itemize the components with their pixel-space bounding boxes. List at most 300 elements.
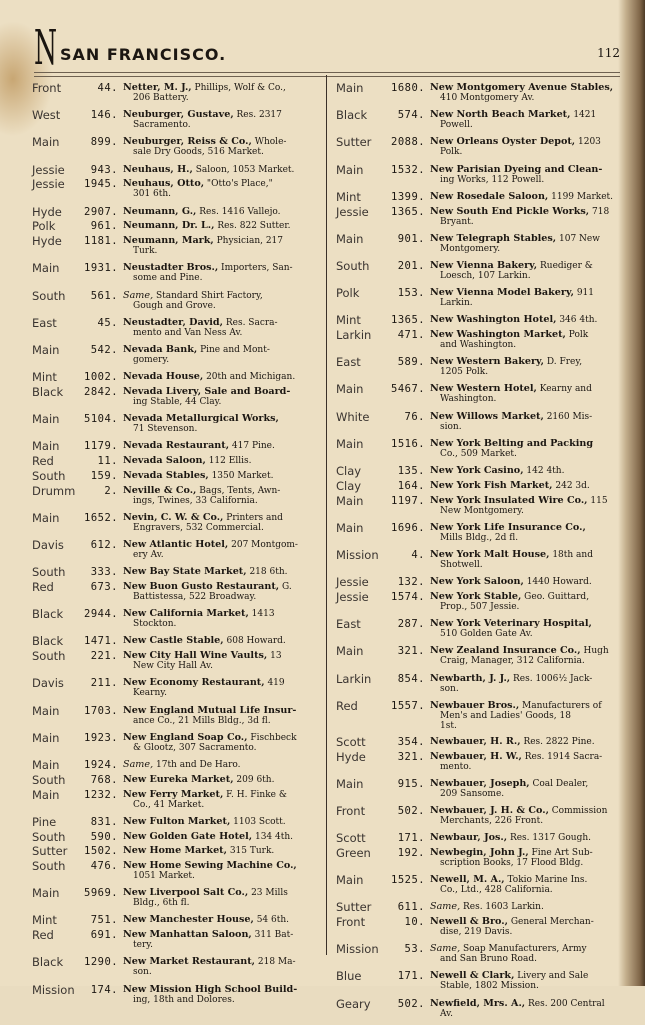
subscriber-name: New Vienna Model Bakery,	[430, 287, 574, 299]
subscriber-name: Nevada Saloon,	[123, 455, 206, 467]
address-continuation: Engravers, 532 Commercial.	[133, 522, 264, 533]
entry-text	[430, 549, 618, 570]
directory-entry	[32, 455, 322, 468]
exchange-name: Main	[32, 135, 60, 150]
directory-entry	[336, 356, 618, 380]
subscriber-detail: 1421	[570, 110, 597, 121]
address-continuation: and Washington.	[440, 340, 517, 351]
exchange-name: Hyde	[336, 749, 366, 764]
directory-entry	[32, 539, 322, 563]
subscriber-name: Newbaur, Jos.,	[430, 832, 508, 844]
phone-number: 471.	[397, 329, 425, 342]
subscriber-name: New Willows Market,	[430, 410, 544, 422]
address-continuation: dise, 219 Davis.	[440, 927, 513, 938]
entry-text	[123, 485, 322, 506]
phone-number: 1696.	[391, 521, 426, 534]
directory-entry	[336, 916, 618, 940]
entry-text	[430, 970, 618, 991]
exchange-name: Main	[336, 873, 364, 888]
directory-entry	[32, 109, 322, 133]
directory-entry	[336, 970, 618, 994]
left-column	[32, 82, 322, 1011]
phone-number: 1945.	[84, 178, 119, 191]
entry-text	[430, 480, 618, 491]
phone-number: 1471.	[84, 635, 119, 648]
subscriber-name: Same,	[430, 901, 461, 913]
directory-entry	[336, 136, 618, 160]
address-continuation: mento.	[440, 761, 472, 772]
phone-number: 4.	[411, 549, 425, 561]
subscriber-name: New Zealand Insurance Co.,	[430, 645, 581, 657]
subscriber-detail: G.	[279, 582, 292, 592]
phone-number: 502.	[397, 997, 425, 1010]
entry-text	[430, 901, 618, 912]
subscriber-detail: Ruediger &	[537, 260, 593, 271]
address-continuation: ing Works, 112 Powell.	[440, 174, 545, 185]
exchange-name: East	[336, 355, 361, 370]
subscriber-name: Neuhaus, Otto,	[123, 178, 205, 190]
phone-number: 1002.	[84, 371, 119, 384]
phone-number: 1574.	[391, 590, 426, 603]
exchange-name: Mint	[336, 189, 361, 204]
phone-number: 502.	[397, 804, 425, 817]
subscriber-name: New Atlantic Hotel,	[123, 539, 229, 551]
entry-text	[123, 566, 322, 577]
subscriber-detail: 718	[589, 206, 610, 217]
phone-number: 321.	[397, 750, 425, 763]
entry-text	[123, 136, 322, 157]
address-continuation: Mills Bldg., 2d fl.	[440, 532, 519, 543]
phone-number: 321.	[397, 645, 425, 658]
entry-text	[123, 635, 322, 646]
subscriber-name: New City Hall Wine Vaults,	[123, 650, 268, 662]
phone-number: 76.	[404, 410, 425, 423]
subscriber-name: New Parisian Dyeing and Clean-	[430, 163, 603, 175]
subscriber-detail: Saloon, 1053 Market.	[192, 164, 295, 175]
phone-number: 132.	[397, 576, 425, 589]
entry-text	[123, 539, 322, 560]
entry-text	[123, 344, 322, 365]
subscriber-name: Netter, M. J.,	[123, 82, 192, 93]
directory-entry	[336, 645, 618, 669]
address-continuation: Washington.	[440, 394, 497, 405]
subscriber-detail: Coal Dealer,	[529, 778, 589, 789]
entry-text	[430, 383, 618, 404]
subscriber-name: New England Soap Co.,	[123, 731, 248, 743]
exchange-name: Scott	[336, 831, 366, 846]
phone-number: 333.	[90, 566, 118, 579]
exchange-name: East	[32, 315, 57, 330]
subscriber-detail: Res. 200 Central	[525, 998, 605, 1009]
phone-number: 1924.	[84, 758, 119, 771]
entry-text	[123, 705, 322, 726]
address-continuation: Craig, Manager, 312 California.	[440, 656, 585, 667]
directory-entry	[336, 206, 618, 230]
subscriber-detail: Standard Shirt Factory,	[153, 290, 263, 301]
entry-text	[123, 82, 322, 103]
entry-text	[123, 178, 322, 199]
entry-text	[123, 371, 322, 382]
subscriber-detail: 911	[573, 288, 594, 299]
phone-number: 171.	[397, 832, 425, 845]
subscriber-name: New California Market,	[123, 608, 249, 620]
phone-number: 1290.	[84, 956, 119, 969]
entry-text	[430, 329, 618, 350]
directory-entry	[32, 705, 322, 729]
subscriber-detail: Tokio Marine Ins.	[504, 875, 588, 886]
phone-number: 287.	[397, 618, 425, 631]
subscriber-name: New Manhattan Saloon,	[123, 929, 252, 941]
entry-text	[123, 220, 322, 231]
entry-text	[430, 233, 618, 254]
exchange-name: South	[32, 829, 66, 844]
phone-number: 574.	[397, 109, 425, 122]
address-continuation: ing, 18th and Dolores.	[133, 994, 235, 1005]
subscriber-detail: Polk	[565, 330, 589, 341]
entry-text	[123, 929, 322, 950]
subscriber-detail: 315 Turk.	[226, 846, 275, 857]
subscriber-name: New North Beach Market,	[430, 109, 571, 121]
exchange-name: South	[32, 859, 66, 874]
directory-entry	[336, 82, 618, 106]
subscriber-detail: Livery and Sale	[514, 971, 589, 982]
exchange-name: Main	[336, 776, 364, 791]
exchange-name: Pine	[32, 814, 57, 829]
phone-number: 589.	[397, 356, 425, 369]
directory-entry	[32, 887, 322, 911]
subscriber-name: New Bay State Market,	[123, 566, 247, 578]
entry-text	[430, 191, 618, 202]
city-title: SAN FRANCISCO.	[60, 45, 227, 64]
address-continuation: sale Dry Goods, 516 Market.	[133, 147, 264, 158]
entry-text	[430, 465, 618, 476]
directory-entry	[32, 650, 322, 674]
entry-text	[123, 317, 322, 338]
address-continuation: 209 Sansome.	[440, 788, 505, 799]
subscriber-name: Newbegin, John J.,	[430, 846, 529, 858]
subscriber-detail: Printers and	[223, 512, 283, 523]
entry-text	[430, 700, 618, 731]
directory-entry	[336, 576, 618, 589]
subscriber-detail: 419	[264, 678, 285, 689]
address-continuation: & Glootz, 307 Sacramento.	[133, 742, 257, 753]
address-continuation: Merchants, 226 Front.	[440, 815, 544, 826]
directory-entry	[32, 178, 322, 202]
exchange-name: Main	[32, 412, 60, 427]
address-continuation: Stockton.	[133, 619, 177, 630]
subscriber-detail: 112 Ellis.	[205, 456, 252, 467]
subscriber-detail: Res. 1416 Vallejo.	[196, 206, 281, 217]
phone-number: 1399.	[391, 190, 426, 203]
exchange-name: Main	[32, 730, 60, 745]
subscriber-name: New York Casino,	[430, 465, 524, 477]
directory-entry	[32, 220, 322, 233]
page-number: 112	[597, 46, 620, 60]
exchange-name: Main	[32, 510, 60, 525]
directory-entry	[336, 998, 618, 1022]
subscriber-detail: Res. 1603 Larkin.	[460, 902, 544, 913]
phone-number: 2.	[104, 484, 118, 497]
phone-number: 561.	[90, 289, 118, 302]
subscriber-detail: Kearny and	[536, 384, 592, 395]
entry-text	[430, 805, 618, 826]
phone-number: 943.	[90, 163, 118, 176]
subscriber-name: Nevada Stables,	[123, 469, 209, 481]
directory-entry	[336, 383, 618, 407]
address-continuation: Turk.	[133, 246, 158, 257]
subscriber-detail: Fine Art Sub-	[528, 847, 593, 858]
directory-entry	[32, 956, 322, 980]
subscriber-name: New Montgomery Avenue Stables,	[430, 82, 614, 93]
directory-entry	[32, 831, 322, 844]
directory-entry	[336, 191, 618, 204]
directory-entry	[336, 438, 618, 462]
exchange-name: Jessie	[336, 575, 369, 590]
entry-text	[123, 206, 322, 217]
address-continuation: ings, Twines, 33 California.	[133, 495, 258, 506]
address-continuation: Shotwell.	[440, 560, 483, 570]
subscriber-detail: Whole-	[251, 137, 287, 148]
phone-number: 164.	[397, 479, 425, 492]
directory-entry	[32, 290, 322, 314]
directory-entry	[336, 329, 618, 353]
entry-text	[123, 845, 322, 856]
address-continuation: Men's and Ladies' Goods, 18	[440, 710, 571, 721]
exchange-name: Hyde	[32, 204, 62, 219]
phone-number: 44.	[97, 82, 118, 94]
exchange-name: Main	[336, 162, 364, 177]
phone-number: 612.	[90, 539, 118, 552]
directory-entry	[32, 206, 322, 219]
subscriber-name: New Washington Hotel,	[430, 314, 557, 326]
directory-entry	[336, 943, 618, 967]
column-divider	[326, 75, 327, 955]
subscriber-name: New Vienna Bakery,	[430, 259, 538, 271]
subscriber-name: New Washington Market,	[430, 329, 566, 341]
subscriber-name: New York Veterinary Hospital,	[430, 618, 592, 630]
entry-text	[123, 386, 322, 407]
phone-number: 1532.	[391, 163, 426, 176]
subscriber-detail: 2160 Mis-	[543, 411, 593, 422]
exchange-name: South	[32, 565, 66, 580]
exchange-name: Black	[32, 634, 64, 649]
exchange-name: Red	[32, 580, 54, 594]
entry-text	[430, 136, 618, 157]
exchange-name: Drumm	[32, 483, 76, 498]
subscriber-name: Newbauer, H. R.,	[430, 735, 521, 747]
directory-entry	[32, 470, 322, 483]
phone-number: 201.	[397, 259, 425, 272]
directory-entry	[336, 164, 618, 188]
subscriber-detail: Physician, 217	[213, 236, 284, 247]
address-continuation: Prop., 507 Jessie.	[440, 601, 520, 612]
subscriber-detail: 218 6th.	[246, 567, 288, 578]
entry-text	[430, 832, 618, 843]
entry-text	[430, 260, 618, 281]
directory-entry	[32, 136, 322, 160]
exchange-name: Black	[336, 108, 368, 123]
entry-text	[430, 576, 618, 587]
directory-entry	[32, 677, 322, 701]
subscriber-detail: Phillips, Wolf & Co.,	[191, 83, 286, 93]
directory-entry	[336, 549, 618, 573]
subscriber-name: Newbauer, Joseph,	[430, 777, 530, 789]
directory-entry	[32, 317, 322, 341]
exchange-name: Main	[32, 261, 60, 276]
entry-text	[430, 287, 618, 308]
directory-entry	[32, 732, 322, 756]
exchange-name: Red	[32, 454, 54, 469]
address-continuation: Bryant.	[440, 216, 474, 227]
subscriber-detail: 1199 Market.	[548, 191, 614, 202]
directory-entry	[336, 495, 618, 519]
phone-number: 2944.	[84, 608, 119, 621]
phone-number: 961.	[90, 220, 118, 233]
entry-text	[430, 916, 618, 937]
phone-number: 174.	[90, 983, 118, 996]
entry-text	[123, 109, 322, 130]
subscriber-name: New England Mutual Life Insur-	[123, 704, 297, 716]
subscriber-name: New Western Hotel,	[430, 383, 537, 395]
exchange-name: Davis	[32, 676, 64, 691]
address-continuation: New City Hall Av.	[133, 661, 213, 672]
phone-number: 751.	[90, 914, 118, 927]
exchange-name: Sutter	[336, 900, 372, 915]
directory-entry	[336, 260, 618, 284]
entry-text	[123, 774, 322, 785]
subscriber-detail: 218 Ma-	[255, 957, 296, 968]
subscriber-name: New Mission High School Build-	[123, 983, 298, 995]
exchange-name: South	[336, 258, 370, 273]
exchange-name: Larkin	[336, 328, 372, 343]
right-column	[336, 82, 618, 1025]
subscriber-name: New Castle Stable,	[123, 635, 224, 647]
exchange-name: Polk	[32, 219, 56, 234]
exchange-name: Geary	[336, 996, 371, 1011]
subscriber-name: New Rosedale Saloon,	[430, 190, 549, 202]
subscriber-detail: 209 6th.	[233, 774, 275, 785]
directory-entry	[32, 635, 322, 648]
phone-number: 542.	[90, 343, 118, 356]
entry-text	[123, 831, 322, 842]
exchange-name: Scott	[336, 734, 366, 749]
address-continuation: Av.	[440, 1008, 454, 1019]
phone-number: 1680.	[391, 82, 426, 94]
phone-number: 1525.	[391, 874, 426, 887]
subscriber-name: Newbauer, H. W.,	[430, 750, 522, 762]
subscriber-detail: Res. 2822 Pine.	[520, 736, 595, 747]
subscriber-name: Newbauer Bros.,	[430, 699, 520, 711]
directory-entry	[336, 901, 618, 914]
subscriber-name: Nevada Bank,	[123, 343, 198, 355]
phone-number: 1557.	[391, 699, 426, 712]
exchange-name: Black	[32, 607, 64, 622]
phone-number: 2088.	[391, 136, 426, 149]
phone-number: 354.	[397, 735, 425, 748]
directory-entry	[32, 344, 322, 368]
entry-text	[430, 751, 618, 772]
subscriber-name: New Golden Gate Hotel,	[123, 830, 253, 842]
exchange-name: West	[32, 108, 61, 123]
phone-number: 1179.	[84, 440, 119, 453]
phone-number: 146.	[90, 109, 118, 122]
subscriber-name: New York Life Insurance Co.,	[430, 521, 586, 533]
entry-text	[123, 470, 322, 481]
subscriber-detail: 242 3d.	[552, 480, 590, 491]
subscriber-name: New Buon Gusto Restaurant,	[123, 581, 280, 592]
entry-text	[123, 440, 322, 451]
exchange-name: Green	[336, 845, 371, 860]
address-continuation: gomery.	[133, 354, 170, 365]
phone-number: 673.	[90, 581, 118, 593]
subscriber-name: Newbarth, J. J.,	[430, 672, 511, 684]
directory-entry	[32, 581, 322, 605]
exchange-name: Main	[336, 81, 364, 95]
subscriber-detail: 1203	[575, 137, 601, 148]
directory-entry	[336, 618, 618, 642]
subscriber-name: Neuhaus, H.,	[123, 163, 193, 175]
directory-entry	[32, 845, 322, 858]
exchange-name: Sutter	[32, 844, 68, 859]
entry-text	[430, 438, 618, 459]
exchange-name: South	[32, 468, 66, 483]
entry-text	[123, 650, 322, 671]
subscriber-detail: Res. 2317	[233, 110, 282, 121]
subscriber-name: Nevada Restaurant,	[123, 440, 230, 452]
directory-entry	[336, 109, 618, 133]
subscriber-detail: 18th and	[549, 550, 593, 560]
subscriber-detail: Importers, San-	[218, 263, 293, 274]
entry-text	[123, 608, 322, 629]
directory-entry	[32, 164, 322, 177]
address-continuation: 1051 Market.	[133, 871, 195, 882]
subscriber-detail: 608 Howard.	[223, 636, 286, 647]
subscriber-detail: 115	[587, 495, 608, 506]
entry-text	[123, 581, 322, 602]
header-rule	[34, 72, 620, 77]
exchange-name: Jessie	[336, 204, 369, 219]
entry-text	[123, 816, 322, 827]
directory-entry	[32, 413, 322, 437]
directory-entry	[32, 789, 322, 813]
exchange-name: White	[336, 409, 370, 424]
address-continuation: mento and Van Ness Av.	[133, 327, 243, 338]
entry-text	[123, 512, 322, 533]
subscriber-detail: Res. Sacra-	[222, 317, 278, 328]
phone-number: 901.	[397, 232, 425, 245]
phone-number: 1703.	[84, 704, 119, 717]
directory-entry	[336, 314, 618, 327]
subscriber-name: New York Malt House,	[430, 549, 550, 560]
entry-text	[430, 778, 618, 799]
subscriber-detail: "Otto's Place,"	[204, 179, 273, 190]
subscriber-detail: 346 4th.	[556, 315, 598, 326]
entry-text	[430, 618, 618, 639]
subscriber-name: Neumann, G.,	[123, 205, 197, 217]
entry-text	[430, 109, 618, 130]
exchange-name: Main	[336, 493, 364, 508]
subscriber-name: New York Stable,	[430, 590, 522, 602]
subscriber-detail: Geo. Guittard,	[521, 591, 590, 602]
exchange-name: Main	[32, 342, 60, 357]
subscriber-detail: Manufacturers of	[519, 700, 602, 711]
exchange-name: Clay	[336, 464, 362, 479]
subscriber-detail: D. Frey,	[544, 357, 583, 368]
entry-text	[430, 164, 618, 185]
phone-number: 1502.	[84, 845, 119, 858]
subscriber-detail: Pine and Mont-	[197, 344, 270, 355]
entry-text	[123, 164, 322, 175]
